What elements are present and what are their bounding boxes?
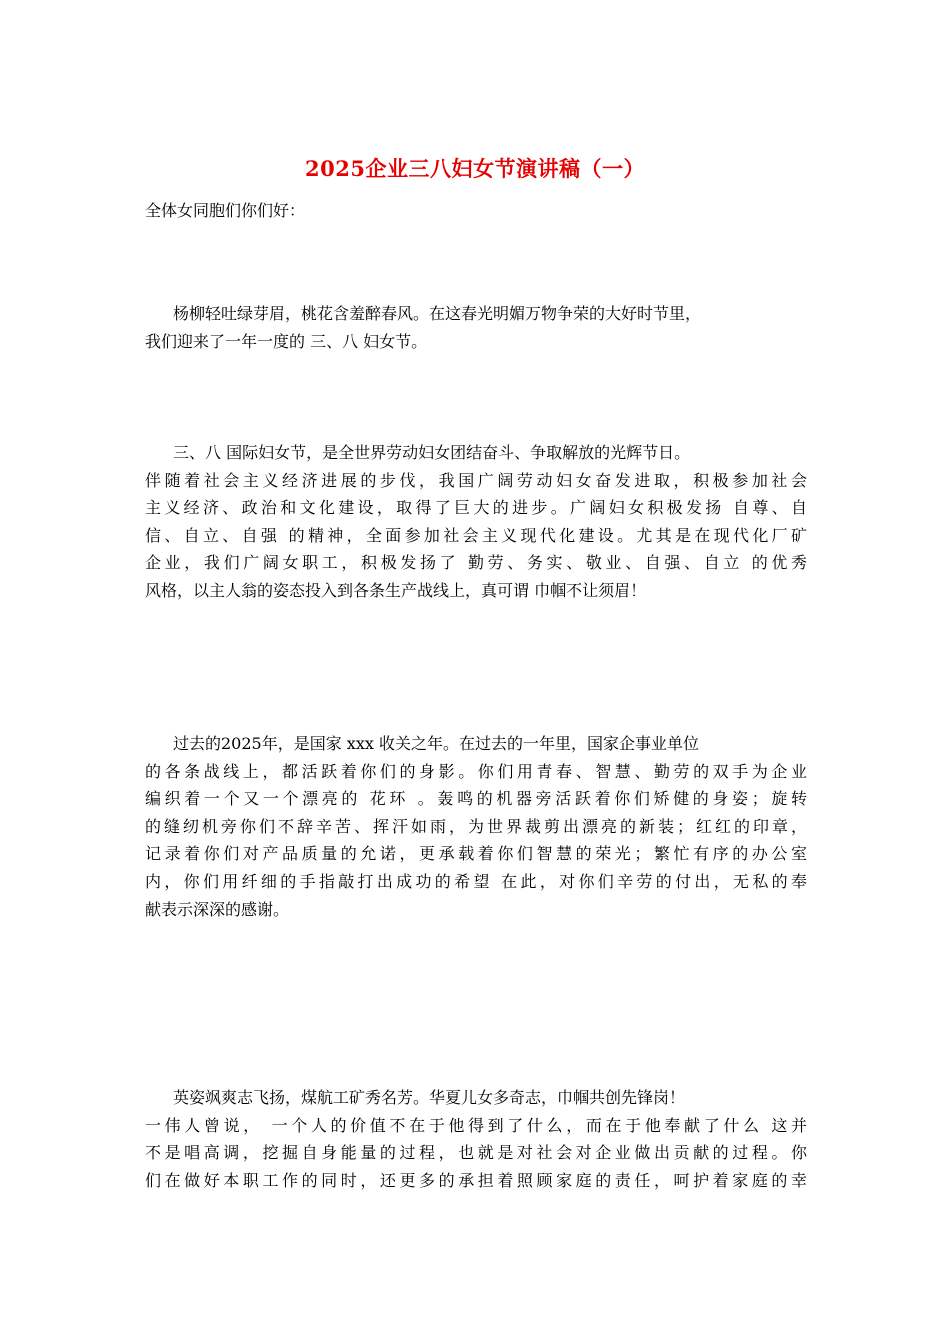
paragraph-2 [145, 439, 807, 605]
paragraph-line: 的各条战线上，都活跃着你们的身影。你们用青春、智慧、勤劳的双手为企业 [145, 761, 807, 781]
paragraph-line: 我们迎来了一年一度的 三、八 妇女节。 [145, 331, 428, 351]
paragraph-line: 献表示深深的感谢。 [145, 899, 290, 919]
paragraph-line: 英姿飒爽志飞扬，煤航工矿秀名芳。华夏儿女多奇志，巾帼共创先锋岗！ [173, 1088, 686, 1107]
paragraph-line: 过去的2025年，是国家 xxx 收关之年。在过去的一年里，国家企事业单位 [173, 734, 699, 753]
paragraph-line: 企业，我们广阔女职工，积极发扬了 勤劳、务实、敬业、自强、自立 的优秀 [145, 553, 807, 573]
paragraph-line: 信、自立、自强 的精神，全面参加社会主义现代化建设。尤其是在现代化厂矿 [145, 525, 807, 545]
paragraph-1 [145, 300, 807, 355]
paragraph-line: 伴随着社会主义经济进展的步伐，我国广阔劳动妇女奋发进取，积极参加社会 [145, 470, 807, 490]
paragraph-4 [145, 1084, 807, 1194]
paragraph-3 [145, 730, 807, 923]
paragraph-line: 编织着一个又一个漂亮的 花环 。轰鸣的机器旁活跃着你们矫健的身姿；旋转 [145, 789, 807, 809]
paragraph-line: 主义经济、政治和文化建设，取得了巨大的进步。广阔妇女积极发扬 自尊、自 [145, 498, 807, 518]
paragraph-line: 不是唱高调，挖掘自身能量的过程，也就是对社会对企业做出贡献的过程。你 [145, 1143, 807, 1163]
paragraph-line: 风格，以主人翁的姿态投入到各条生产战线上，真可谓 巾帼不让须眉！ [145, 580, 647, 600]
paragraph-line: 三、八 国际妇女节，是全世界劳动妇女团结奋斗、争取解放的光辉节日。 [173, 443, 691, 462]
paragraph-line: 一伟人曾说， 一个人的价值不在于他得到了什么，而在于他奉献了什么 这并 [145, 1115, 807, 1135]
paragraph-line: 记录着你们对产品质量的允诺，更承载着你们智慧的荣光；繁忙有序的办公室 [145, 844, 807, 864]
paragraph-line: 的缝纫机旁你们不辞辛苦、挥汗如雨，为世界裁剪出漂亮的新装；红红的印章， [145, 816, 807, 836]
paragraph-line: 内，你们用纤细的手指敲打出成功的希望 在此，对你们辛劳的付出，无私的奉 [145, 871, 807, 891]
salutation: 全体女同胞们你们好： [145, 201, 306, 220]
paragraph-line: 们在做好本职工作的同时，还更多的承担着照顾家庭的责任，呵护着家庭的幸 [145, 1170, 807, 1190]
paragraph-line: 杨柳轻吐绿芽眉，桃花含羞醉春风。在这春光明媚万物争荣的大好时节里， [173, 304, 702, 323]
document-title: 2025企业三八妇女节演讲稿（一） [305, 156, 645, 181]
